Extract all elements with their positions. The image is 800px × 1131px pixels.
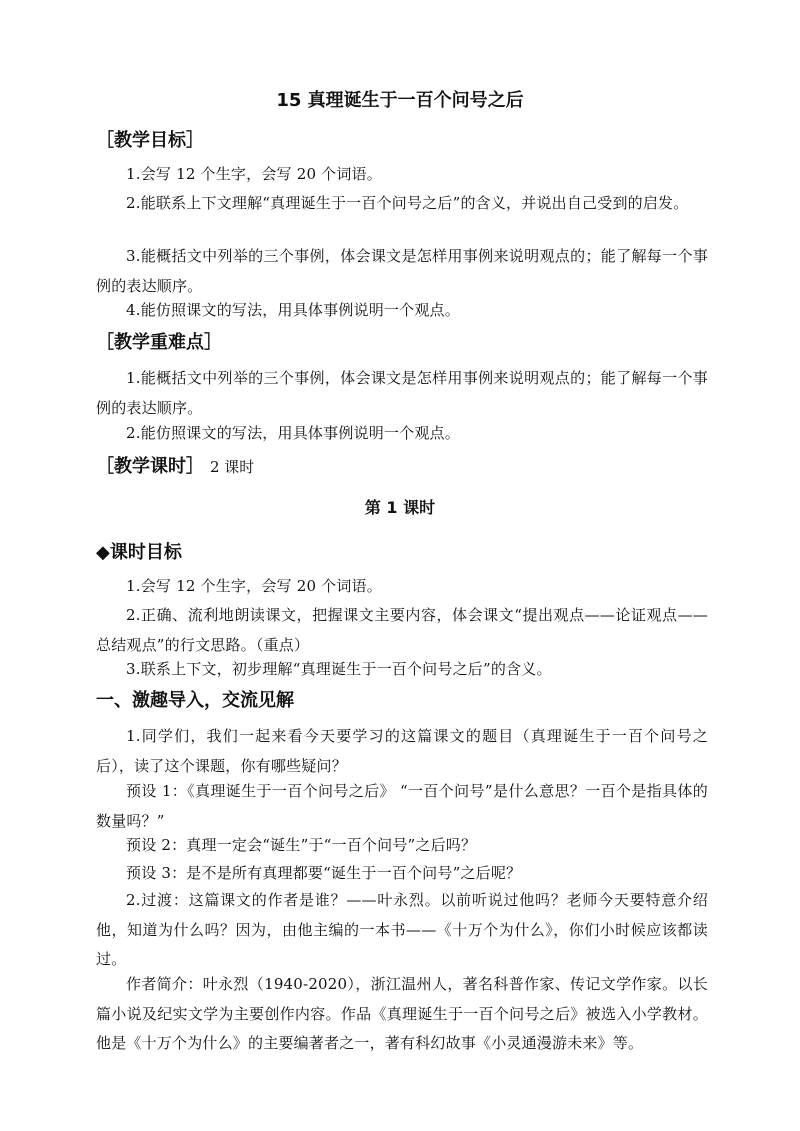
hours-value: 2 课时: [210, 458, 255, 476]
part1-paragraph-6: 作者简介：叶永烈（1940-2020），浙江温州人，著名科普作家、传记文学作家。以长篇小说及纪实文学为主要创作内容。作品《真理诞生于一百个问号之后》被选入小学教材。他是《十万个为什么》的主要编著者之一，著有科幻故事《小灵通漫游未来》等。: [96, 975, 708, 1052]
objectives-heading: ◆课时目标: [96, 542, 182, 563]
document-title: 15 真理诞生于一百个问号之后: [276, 90, 524, 111]
key-points-heading: ［教学重难点］: [96, 332, 222, 353]
key-point-item-2: 2.能仿照课文的写法，用具体事例说明一个观点。: [126, 424, 460, 442]
goal-item-3: 3.能概括文中列举的三个事例，体会课文是怎样用事例来说明观点的；能了解每一个事例的表达顺序。: [96, 247, 708, 295]
hours-heading: ［教学课时］: [96, 456, 204, 477]
part1-paragraph-1: 1.同学们，我们一起来看今天要学习的这篇课文的题目（真理诞生于一百个问号之后），读了这个课题，你有哪些疑问？: [96, 727, 708, 775]
part1-paragraph-4: 预设 3：是不是所有真理都要“诞生于一百个问号”之后呢？: [126, 864, 522, 882]
part1-paragraph-2: 预设 1：《真理诞生于一百个问号之后》 “一百个问号”是什么意思？一百个是指具体的数量吗？”: [96, 782, 708, 830]
goal-item-2: 2.能联系上下文理解“真理诞生于一百个问号之后”的含义，并说出自己受到的启发。: [126, 194, 689, 212]
part1-heading: 一、激趣导入，交流见解: [96, 690, 294, 711]
objective-item-1: 1.会写 12 个生字，会写 20 个词语。: [126, 577, 382, 595]
objective-item-2: 2.正确、流利地朗读课文，把握课文主要内容，体会课文“提出观点——论证观点——总结观点”的行文思路。（重点）: [96, 606, 708, 654]
key-point-item-1: 1.能概括文中列举的三个事例，体会课文是怎样用事例来说明观点的；能了解每一个事例的表达顺序。: [96, 369, 708, 417]
lesson-heading: 第 1 课时: [364, 498, 436, 517]
part1-paragraph-3: 预设 2：真理一定会“诞生”于“一百个问号”之后吗？: [126, 836, 477, 854]
part1-paragraph-5: 2.过渡：这篇课文的作者是谁？——叶永烈。以前听说过他吗？老师今天要特意介绍他，知道为什么吗？因为，由他主编的一本书——《十万个为什么》，你们小时候应该都读过。: [96, 891, 708, 968]
goals-heading: ［教学目标］: [96, 130, 204, 151]
objective-item-3: 3.联系上下文，初步理解“真理诞生于一百个问号之后”的含义。: [126, 660, 552, 678]
goal-item-4: 4.能仿照课文的写法，用具体事例说明一个观点。: [126, 301, 460, 319]
hours-heading-row: [96, 455, 254, 479]
goal-item-1: 1.会写 12 个生字，会写 20 个词语。: [126, 165, 382, 183]
